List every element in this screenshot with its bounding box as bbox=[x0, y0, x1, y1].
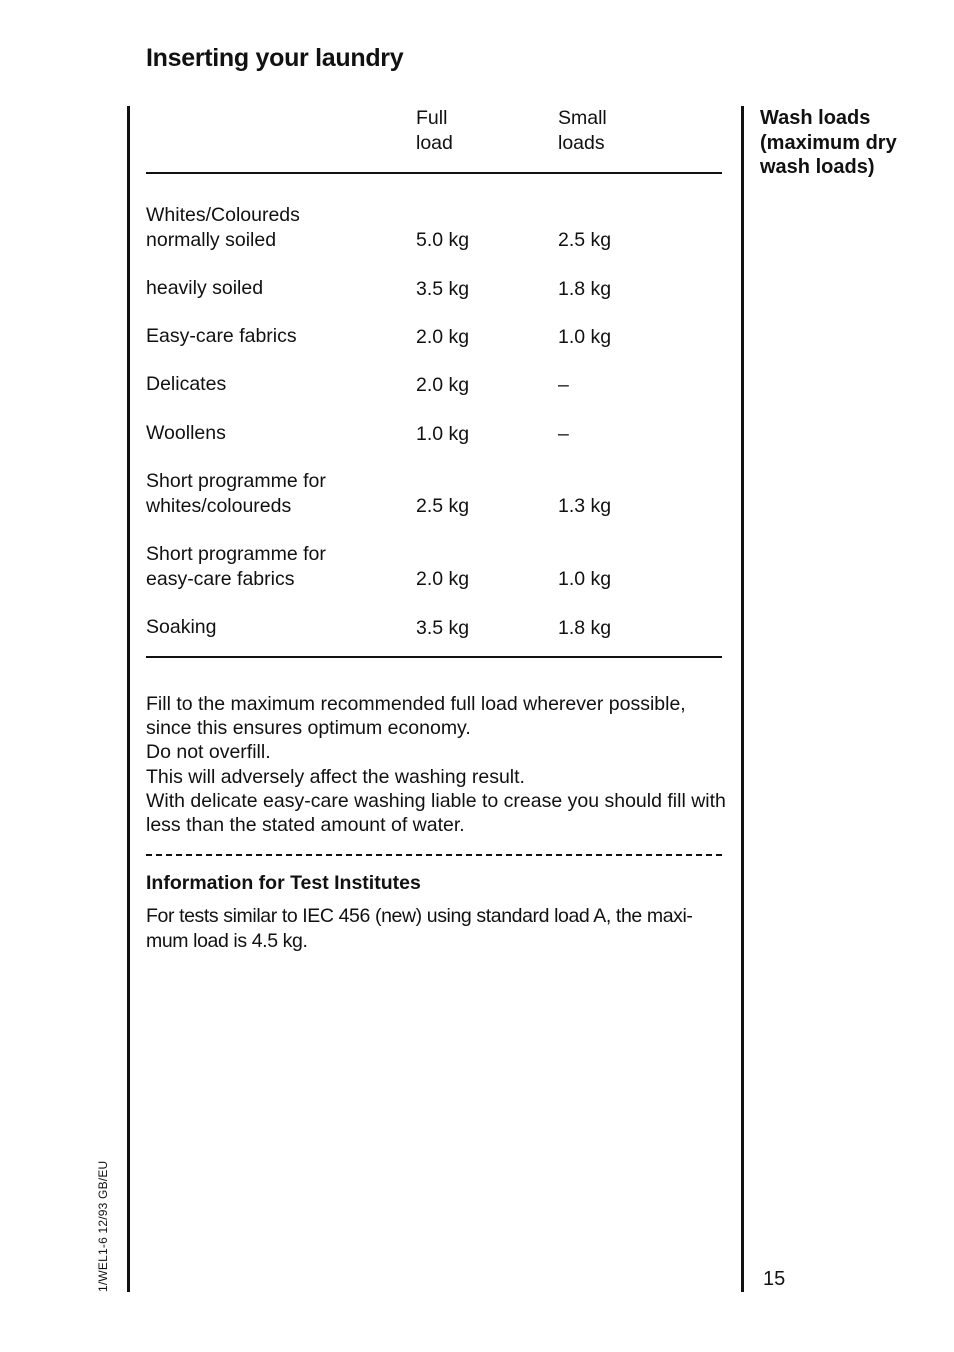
full-load-value: 3.5 kg bbox=[416, 616, 470, 639]
small-load-value: 1.0 kg bbox=[558, 567, 612, 590]
full-load-value: 2.0 kg bbox=[416, 373, 470, 396]
row-label: Soaking bbox=[146, 616, 217, 638]
note-line: Fill to the maximum recommended full load wherever possible, since this ensures optimum economy. bbox=[146, 693, 686, 740]
full-load-value: 2.0 kg bbox=[416, 567, 470, 590]
load-notes bbox=[146, 692, 728, 837]
row-label: heavily soiled bbox=[146, 277, 264, 299]
small-load-value: 1.3 kg bbox=[558, 494, 612, 517]
full-load-value: 5.0 kg bbox=[416, 228, 470, 251]
table-row bbox=[146, 372, 722, 397]
column-header-small-loads bbox=[558, 106, 607, 156]
row-label: Short programme for whites/coloureds bbox=[146, 470, 326, 517]
table-row bbox=[146, 542, 722, 591]
small-load-value: 2.5 kg bbox=[558, 228, 612, 251]
table-row bbox=[146, 615, 722, 640]
column-header-small-loads-text: Small loads bbox=[558, 107, 607, 154]
full-load-value: 2.5 kg bbox=[416, 494, 470, 517]
table-row bbox=[146, 469, 722, 518]
note-line: With delicate easy-care washing liable to crease you should fill with less than the stated amount of water. bbox=[146, 789, 726, 837]
row-label: Delicates bbox=[146, 373, 227, 395]
table-row bbox=[146, 276, 722, 301]
table-top-rule bbox=[146, 172, 722, 174]
small-load-value: – bbox=[558, 373, 569, 396]
table-row bbox=[146, 203, 722, 252]
column-header-full-load-text: Full load bbox=[416, 107, 453, 154]
small-load-value: 1.0 kg bbox=[558, 325, 612, 348]
page-title: Inserting your laundry bbox=[146, 44, 404, 72]
small-load-value: – bbox=[558, 422, 569, 445]
right-margin-rule bbox=[741, 106, 744, 1292]
row-label: Short programme for easy-care fabrics bbox=[146, 543, 326, 590]
note-line: This will adversely affect the washing result. bbox=[146, 765, 525, 788]
section-divider bbox=[146, 854, 722, 856]
full-load-value: 3.5 kg bbox=[416, 277, 470, 300]
table-row bbox=[146, 324, 722, 349]
left-margin-rule bbox=[127, 106, 130, 1292]
column-header-full-load bbox=[416, 106, 453, 156]
small-load-value: 1.8 kg bbox=[558, 277, 612, 300]
side-heading: Wash loads (maximum dry wash loads) bbox=[760, 107, 897, 178]
note-line: Do not overfill. bbox=[146, 741, 271, 764]
small-load-value: 1.8 kg bbox=[558, 616, 612, 639]
info-heading: Information for Test Institutes bbox=[146, 872, 421, 894]
page-number: 15 bbox=[763, 1268, 786, 1290]
full-load-value: 1.0 kg bbox=[416, 422, 470, 445]
info-text: For tests similar to IEC 456 (new) using standard load A, the maxi-mum load is 4.5 kg. bbox=[146, 905, 693, 952]
table-bottom-rule bbox=[146, 656, 722, 658]
table-row bbox=[146, 421, 722, 446]
row-label: Easy-care fabrics bbox=[146, 325, 297, 347]
row-label: Woollens bbox=[146, 422, 226, 444]
row-label: Whites/Coloureds normally soiled bbox=[146, 204, 300, 251]
full-load-value: 2.0 kg bbox=[416, 325, 470, 348]
footer-document-code: 1/WEL1-6 12/93 GB/EU bbox=[96, 1160, 110, 1292]
